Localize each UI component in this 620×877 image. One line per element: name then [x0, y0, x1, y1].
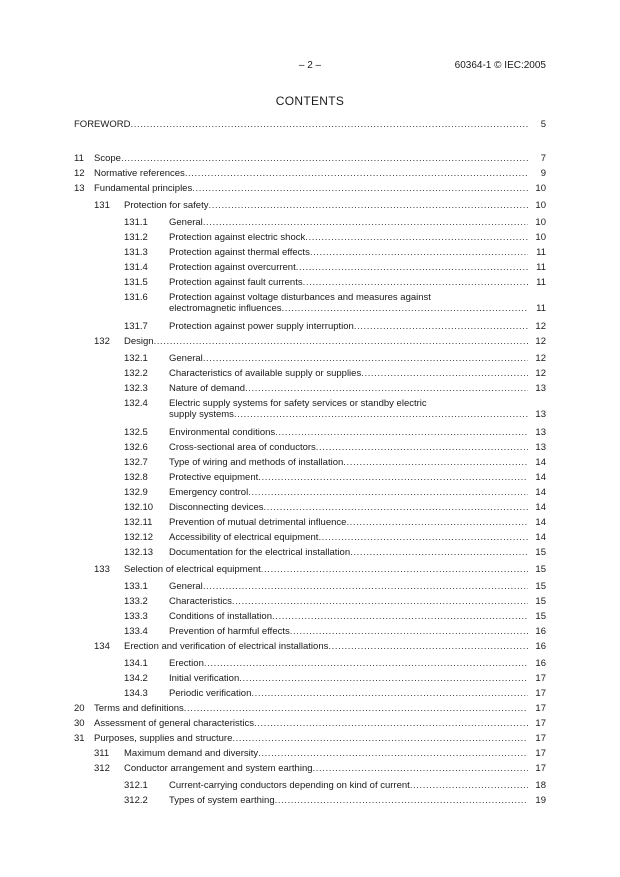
leader-dots: [350, 547, 528, 558]
toc-entry-text: General: [169, 353, 203, 364]
toc-entry-number: 132.6: [124, 442, 148, 453]
toc-entry-title: [169, 321, 528, 332]
page-number: – 2 –: [298, 60, 322, 71]
toc-entry-text: Erection: [169, 658, 204, 669]
toc-entry-number: 134.2: [124, 673, 148, 684]
toc-entry-page: 10: [535, 232, 546, 243]
toc-entry-text: Environmental conditions: [169, 427, 276, 438]
toc-entry-number: 131.6: [124, 292, 148, 303]
toc-entry-number: 132.13: [124, 547, 154, 558]
toc-entry-page: 13: [535, 442, 546, 453]
toc-entry-text: Protective equipment: [169, 472, 259, 483]
toc-entry-text: Type of wiring and methods of installation: [169, 457, 344, 468]
leader-dots: [343, 457, 528, 468]
toc-entry-page: 14: [535, 502, 546, 513]
toc-entry-title: [169, 487, 528, 498]
leader-dots: [281, 303, 528, 314]
toc-entry-page: 17: [535, 703, 546, 714]
toc-entry-title-continued: [169, 303, 528, 314]
toc-entry-page: 11: [536, 247, 546, 258]
toc-entry-number: 133: [94, 564, 110, 575]
toc-entry-title: [124, 564, 528, 575]
toc-entry-number: 134.1: [124, 658, 148, 669]
toc-entry-title: [169, 427, 528, 438]
leader-dots: [208, 200, 528, 211]
toc-entry-text: Prevention of harmful effects: [169, 626, 290, 637]
toc-entry-text: Electric supply systems for safety services or standby electric: [169, 398, 427, 409]
toc-entry-page: 13: [535, 427, 546, 438]
toc-entry-text: Protection against power supply interruption: [169, 321, 354, 332]
toc-entry-title: [94, 718, 528, 729]
leader-dots: [203, 353, 528, 364]
leader-dots: [258, 472, 528, 483]
toc-entry-page: 11: [536, 277, 546, 288]
toc-entry-page: 15: [535, 596, 546, 607]
toc-entry-number: 133.1: [124, 581, 148, 592]
leader-dots: [305, 232, 528, 243]
leader-dots: [185, 168, 528, 179]
toc-entry-page: 12: [535, 336, 546, 347]
toc-entry-page: 12: [535, 353, 546, 364]
toc-entry-title: [169, 626, 528, 637]
leader-dots: [258, 748, 528, 759]
toc-entry-number: 132.3: [124, 383, 148, 394]
toc-entry-text: Normative references: [94, 168, 185, 179]
toc-entry-number: 12: [74, 168, 85, 179]
toc-entry-number: 131.1: [124, 217, 148, 228]
leader-dots: [203, 217, 528, 228]
toc-entry-page: 15: [535, 581, 546, 592]
toc-entry-title: [169, 232, 528, 243]
toc-entry-text: Selection of electrical equipment: [124, 564, 261, 575]
toc-entry-title: [124, 763, 528, 774]
leader-dots: [264, 502, 528, 513]
toc-entry-text: Accessibility of electrical equipment: [169, 532, 319, 543]
leader-dots: [192, 183, 528, 194]
leader-dots: [232, 733, 528, 744]
leader-dots: [154, 336, 528, 347]
toc-entry-title: [169, 596, 528, 607]
toc-entry-title: [169, 247, 528, 258]
toc-entry-title: [94, 733, 528, 744]
toc-entry-number: 132.11: [124, 517, 153, 528]
toc-entry-title-continued: [169, 409, 528, 420]
toc-entry-number: 133.2: [124, 596, 148, 607]
toc-entry-page: 14: [535, 472, 546, 483]
toc-entry-text: FOREWORD: [74, 119, 131, 130]
toc-entry-text-continued: supply systems: [169, 409, 234, 420]
toc-entry-page: 17: [535, 688, 546, 699]
leader-dots: [275, 795, 528, 806]
toc-entry-number: 132.1: [124, 353, 148, 364]
toc-entry-text: Protection for safety: [124, 200, 209, 211]
toc-entry-page: 11: [536, 262, 546, 273]
toc-entry-title: [169, 658, 528, 669]
toc-entry-text: Fundamental principles: [94, 183, 193, 194]
toc-entry-number: 11: [74, 153, 84, 164]
toc-entry-page: 17: [535, 718, 546, 729]
leader-dots: [130, 119, 528, 130]
toc-entry-title: [169, 353, 528, 364]
toc-entry-text: Characteristics: [169, 596, 232, 607]
leader-dots: [346, 517, 528, 528]
toc-entry-number: 132.10: [124, 502, 154, 513]
toc-entry-text: Periodic verification: [169, 688, 252, 699]
toc-entry-title: [169, 368, 528, 379]
toc-entry-text: Conditions of installation: [169, 611, 272, 622]
toc-entry-number: 131.2: [124, 232, 148, 243]
leader-dots: [232, 596, 528, 607]
toc-entry-page: 17: [535, 763, 546, 774]
toc-entry-page: 16: [535, 658, 546, 669]
toc-entry-text: General: [169, 581, 203, 592]
toc-entry-text: Assessment of general characteristics: [94, 718, 254, 729]
toc-entry-title: [169, 442, 528, 453]
leader-dots: [234, 409, 528, 420]
toc-entry-text: Nature of demand: [169, 383, 246, 394]
toc-entry-number: 131.7: [124, 321, 148, 332]
leader-dots: [313, 763, 528, 774]
toc-entry-title: [169, 502, 528, 513]
toc-entry-number: 311: [94, 748, 110, 759]
toc-entry-title: [124, 200, 528, 211]
toc-entry-number: 132.8: [124, 472, 148, 483]
leader-dots: [121, 153, 528, 164]
leader-dots: [239, 673, 528, 684]
toc-entry-number: 132.5: [124, 427, 148, 438]
toc-entry-title: [169, 398, 528, 409]
toc-entry-number: 131: [94, 200, 110, 211]
standard-reference: 60364-1 © IEC:2005: [454, 60, 546, 71]
toc-entry-page: 14: [535, 487, 546, 498]
leader-dots: [410, 780, 528, 791]
toc-entry-page: 13: [535, 409, 546, 420]
toc-entry-title: [169, 383, 528, 394]
toc-entry-page: 16: [535, 641, 546, 652]
toc-entry-text: Protection against electric shock: [169, 232, 306, 243]
toc-entry-page: 17: [535, 748, 546, 759]
toc-entry-title: [169, 547, 528, 558]
toc-entry-number: 132.9: [124, 487, 148, 498]
toc-entry-number: 132: [94, 336, 110, 347]
toc-entry-text: Disconnecting devices: [169, 502, 264, 513]
toc-entry-text-continued: electromagnetic influences: [169, 303, 282, 314]
toc-entry-title: [169, 795, 528, 806]
leader-dots: [204, 658, 528, 669]
toc-entry-title: [94, 168, 528, 179]
toc-entry-number: 30: [74, 718, 85, 729]
toc-entry-page: 15: [535, 611, 546, 622]
toc-entry-number: 134: [94, 641, 110, 652]
toc-entry-title: [124, 641, 528, 652]
toc-entry-text: Protection against voltage disturbances and measures against: [169, 292, 431, 303]
page-header: [0, 60, 620, 74]
toc-entry-text: Current-carrying conductors depending on kind of current: [169, 780, 410, 791]
toc-entry-title: [74, 119, 528, 130]
toc-entry-page: 17: [535, 733, 546, 744]
toc-entry-text: Protection against overcurrent: [169, 262, 296, 273]
toc-entry-text: Initial verification: [169, 673, 240, 684]
toc-entry-text: Protection against fault currents: [169, 277, 303, 288]
toc-entry-page: 7: [540, 153, 546, 164]
toc-entry-title: [169, 780, 528, 791]
leader-dots: [251, 688, 528, 699]
leader-dots: [318, 532, 528, 543]
toc-entry-title: [169, 292, 528, 303]
leader-dots: [248, 487, 528, 498]
toc-entry-text: Scope: [94, 153, 121, 164]
leader-dots: [328, 641, 528, 652]
toc-entry-number: 132.2: [124, 368, 148, 379]
toc-entry-title: [169, 532, 528, 543]
toc-entry-page: 13: [535, 383, 546, 394]
toc-entry-title: [169, 611, 528, 622]
toc-entry-title: [169, 581, 528, 592]
toc-entry-page: 12: [535, 368, 546, 379]
toc-entry-number: 134.3: [124, 688, 148, 699]
toc-entry-text: Emergency control: [169, 487, 249, 498]
leader-dots: [316, 442, 528, 453]
toc-entry-page: 16: [535, 626, 546, 637]
toc-entry-text: Terms and definitions: [94, 703, 184, 714]
toc-entry-title: [94, 183, 528, 194]
leader-dots: [296, 262, 528, 273]
toc-entry-page: 17: [535, 673, 546, 684]
toc-entry-number: 312.1: [124, 780, 148, 791]
toc-entry-text: Types of system earthing: [169, 795, 275, 806]
toc-entry-title: [124, 748, 528, 759]
toc-entry-title: [124, 336, 528, 347]
toc-entry-title: [169, 472, 528, 483]
toc-entry-title: [169, 262, 528, 273]
toc-entry-page: 11: [536, 303, 546, 314]
leader-dots: [361, 368, 528, 379]
toc-entry-title: [169, 517, 528, 528]
leader-dots: [354, 321, 528, 332]
toc-entry-page: 12: [535, 321, 546, 332]
toc-entry-text: Erection and verification of electrical installations: [124, 641, 329, 652]
toc-entry-text: Prevention of mutual detrimental influence: [169, 517, 347, 528]
toc-entry-title: [169, 277, 528, 288]
toc-entry-title: [169, 688, 528, 699]
toc-entry-text: General: [169, 217, 203, 228]
leader-dots: [290, 626, 528, 637]
toc-entry-page: 14: [535, 457, 546, 468]
toc-entry-text: Documentation for the electrical installation: [169, 547, 351, 558]
toc-entry-page: 10: [535, 217, 546, 228]
toc-entry-number: 132.4: [124, 398, 148, 409]
leader-dots: [254, 718, 528, 729]
toc-entry-page: 14: [535, 532, 546, 543]
leader-dots: [275, 427, 528, 438]
toc-entry-text: Maximum demand and diversity: [124, 748, 259, 759]
page-title: CONTENTS: [275, 94, 345, 108]
toc-entry-number: 312.2: [124, 795, 148, 806]
toc-entry-title: [94, 153, 528, 164]
toc-entry-text: Protection against thermal effects: [169, 247, 310, 258]
toc-entry-text: Design: [124, 336, 154, 347]
toc-entry-text: Purposes, supplies and structure: [94, 733, 233, 744]
toc-entry-page: 15: [535, 564, 546, 575]
toc-entry-number: 13: [74, 183, 85, 194]
leader-dots: [303, 277, 528, 288]
toc-entry-title: [169, 217, 528, 228]
toc-entry-page: 10: [535, 183, 546, 194]
leader-dots: [245, 383, 528, 394]
toc-entry-number: 131.4: [124, 262, 148, 273]
leader-dots: [272, 611, 528, 622]
toc-entry-title: [94, 703, 528, 714]
toc-entry-number: 20: [74, 703, 85, 714]
toc-entry-title: [169, 673, 528, 684]
toc-entry-number: 312: [94, 763, 110, 774]
toc-entry-page: 19: [535, 795, 546, 806]
leader-dots: [261, 564, 528, 575]
leader-dots: [203, 581, 528, 592]
toc-entry-page: 14: [535, 517, 546, 528]
toc-entry-page: 5: [540, 119, 546, 130]
toc-entry-number: 133.4: [124, 626, 148, 637]
toc-entry-number: 131.3: [124, 247, 148, 258]
leader-dots: [184, 703, 528, 714]
toc-entry-text: Cross-sectional area of conductors: [169, 442, 316, 453]
toc-entry-number: 131.5: [124, 277, 148, 288]
toc-entry-number: 31: [74, 733, 85, 744]
toc-entry-text: Characteristics of available supply or supplies: [169, 368, 362, 379]
toc-entry-text: Conductor arrangement and system earthing: [124, 763, 313, 774]
toc-entry-page: 10: [535, 200, 546, 211]
toc-entry-page: 18: [535, 780, 546, 791]
toc-entry-number: 132.12: [124, 532, 154, 543]
toc-entry-page: 15: [535, 547, 546, 558]
leader-dots: [310, 247, 528, 258]
toc-entry-title: [169, 457, 528, 468]
toc-entry-number: 132.7: [124, 457, 148, 468]
toc-entry-number: 133.3: [124, 611, 148, 622]
toc-entry-page: 9: [540, 168, 546, 179]
